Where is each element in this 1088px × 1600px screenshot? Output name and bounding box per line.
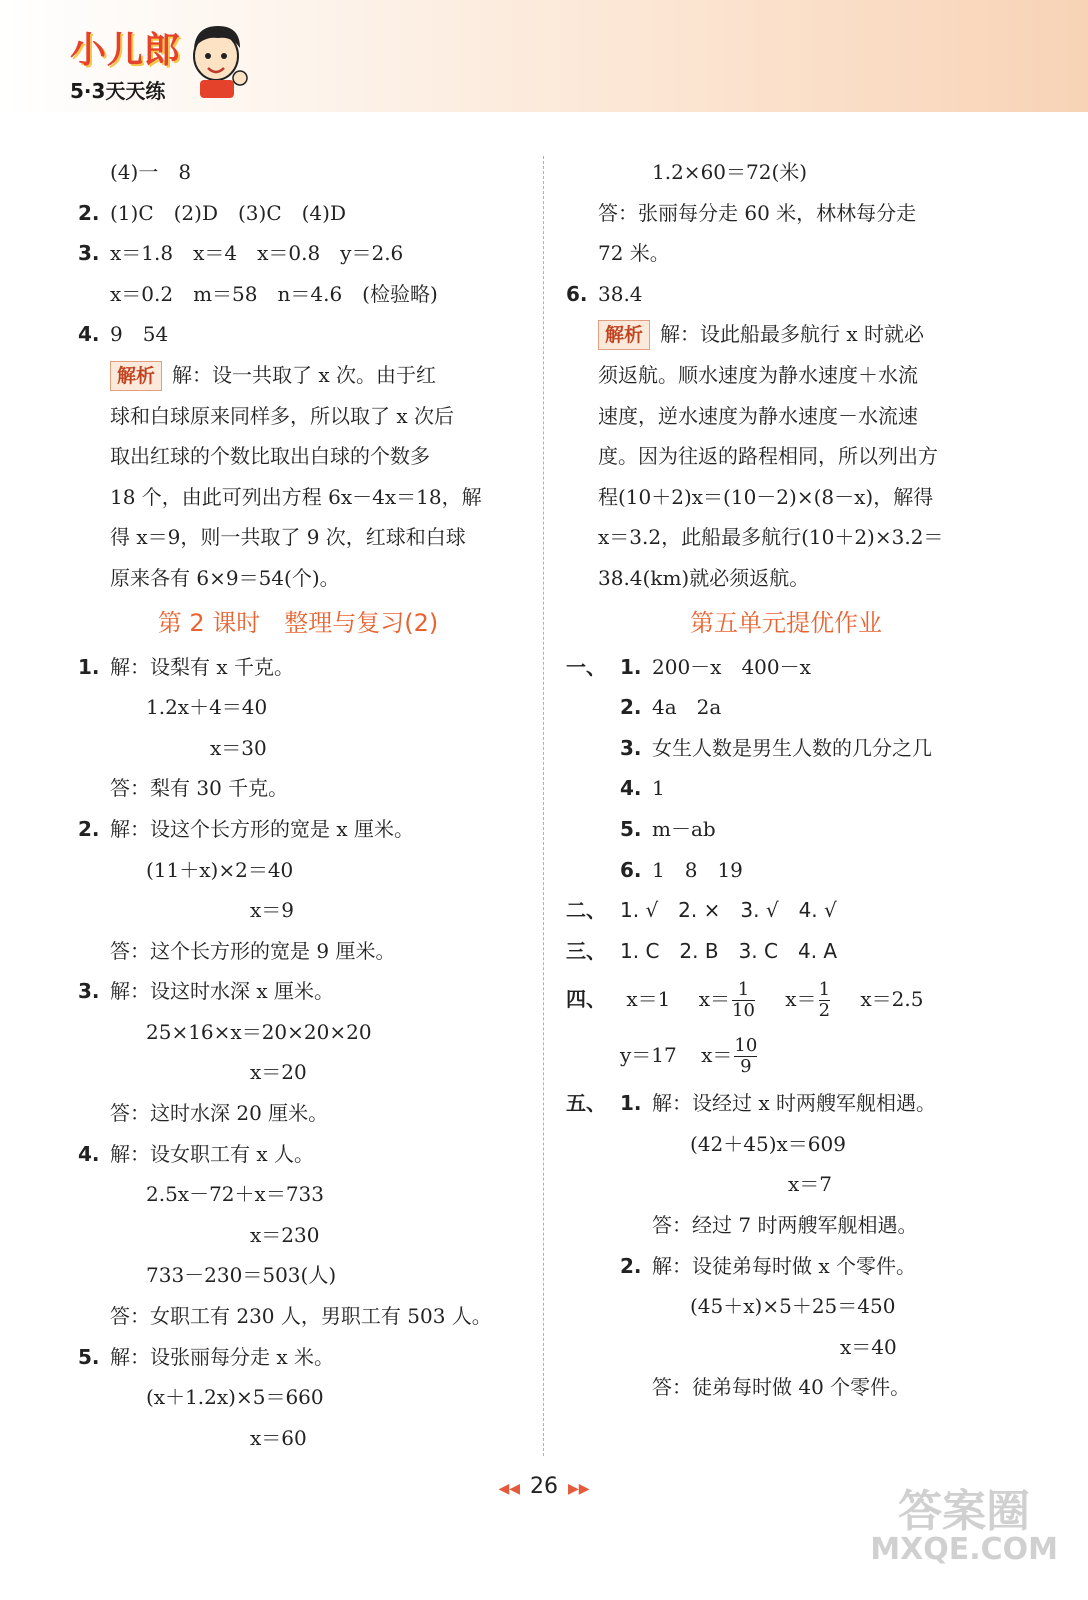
fraction: $\frac{1}{10}$ bbox=[732, 979, 755, 1022]
analysis-line: 速度，逆水速度为静水速度－水流速 bbox=[598, 403, 918, 428]
page-number: 26 bbox=[530, 1474, 558, 1499]
answer-line: 答：这时水深 20 厘米。 bbox=[110, 1101, 329, 1126]
question-6: 6. 38.4 bbox=[566, 281, 643, 306]
analysis-line: 原来各有 6×9＝54(个)。 bbox=[110, 565, 340, 590]
equation-line: 1.2x＋4＝40 bbox=[146, 695, 268, 720]
analysis-line: 解析 解：设一共取了 x 次。由于红 bbox=[78, 355, 518, 396]
analysis-line: 度。因为往返的路程相同，所以列出方 bbox=[598, 444, 938, 469]
part-1-item: 一、 1. 200－x 400－x bbox=[566, 654, 811, 679]
question-3: 3. x＝1.8 x＝4 x＝0.8 y＝2.6 bbox=[78, 241, 404, 266]
answer-line: 答：梨有 30 千克。 bbox=[110, 776, 289, 801]
answer-line: 答：经过 7 时两艘军舰相遇。 bbox=[652, 1213, 918, 1238]
left-column bbox=[78, 152, 518, 1458]
watermark: 答案圈 MXQE.COM bbox=[870, 1486, 1058, 1567]
analysis-line: 得 x＝9，则一共取了 9 次，红球和白球 bbox=[110, 525, 466, 550]
part-5-problem-2: 2. 解：设徒弟每时做 x 个零件。 bbox=[620, 1253, 916, 1278]
equation-line: (42＋45)x＝609 bbox=[690, 1131, 846, 1156]
equation-line: x＝7 bbox=[788, 1172, 833, 1197]
answer-line: 答：张丽每分走 60 米，林林每分走 bbox=[598, 200, 917, 225]
analysis-line: 38.4(km)就必须返航。 bbox=[598, 565, 810, 590]
analysis-line: 解析 解：设此船最多航行 x 时就必 bbox=[566, 314, 1006, 355]
question-2: 2. (1)C (2)D (3)C (4)D bbox=[78, 200, 346, 225]
equation-line: (45＋x)×5＋25＝450 bbox=[690, 1294, 896, 1319]
part-4: 四、 x＝1 x＝ $\frac{1}{10}$ x＝ $\frac{1}{2}$ x＝2.5 bbox=[566, 979, 924, 1022]
brand-logo bbox=[70, 22, 181, 104]
answer-line: 答：这个长方形的宽是 9 厘米。 bbox=[110, 938, 396, 963]
answer-line: (4)一 8 bbox=[110, 160, 192, 184]
prev-arrows-icon: ◀◀ bbox=[498, 1481, 520, 1497]
equation-line: x＝30 bbox=[210, 735, 267, 760]
problem-3: 3. 解：设这时水深 x 厘米。 bbox=[78, 979, 334, 1004]
analysis-line: 程(10＋2)x＝(10－2)×(8－x)，解得 bbox=[598, 484, 934, 509]
answer-line: 答：女职工有 230 人，男职工有 503 人。 bbox=[110, 1304, 492, 1329]
series-name: 5·3天天练 bbox=[70, 79, 166, 103]
equation-line: x＝230 bbox=[250, 1222, 320, 1247]
part-1-item: 3. 女生人数是男生人数的几分之几 bbox=[620, 735, 932, 760]
mascot-icon bbox=[186, 18, 250, 102]
analysis-tag: 解析 bbox=[110, 361, 162, 391]
equation-line: (x＋1.2x)×5＝660 bbox=[146, 1385, 324, 1410]
problem-1: 1. 解：设梨有 x 千克。 bbox=[78, 654, 294, 679]
right-column bbox=[566, 152, 1006, 1408]
part-4-line-2: y＝17 x＝ $\frac{10}{9}$ bbox=[620, 1035, 758, 1078]
answer-line: 答：徒弟每时做 40 个零件。 bbox=[652, 1375, 911, 1400]
equation-line: x＝9 bbox=[250, 898, 295, 923]
fraction: $\frac{1}{2}$ bbox=[818, 979, 831, 1022]
problem-2: 2. 解：设这个长方形的宽是 x 厘米。 bbox=[78, 816, 414, 841]
section-title: 第 2 课时 整理与复习(2) bbox=[157, 608, 439, 637]
column-divider bbox=[543, 156, 544, 1456]
part-2: 二、 1. √ 2. × 3. √ 4. √ bbox=[566, 898, 837, 923]
part-1-item: 6. 1 8 19 bbox=[620, 857, 743, 882]
analysis-line: 球和白球原来同样多，所以取了 x 次后 bbox=[110, 403, 454, 428]
part-3: 三、 1. C 2. B 3. C 4. A bbox=[566, 938, 838, 963]
part-1-item: 5. m－ab bbox=[620, 816, 716, 841]
part-5-problem-1: 五、 1. 解：设经过 x 时两艘军舰相遇。 bbox=[566, 1091, 936, 1116]
analysis-line: 18 个，由此可列出方程 6x－4x＝18，解 bbox=[110, 484, 482, 509]
section-title: 第五单元提优作业 bbox=[690, 608, 882, 637]
fraction: $\frac{10}{9}$ bbox=[734, 1035, 758, 1078]
equation-line: x＝20 bbox=[250, 1060, 307, 1085]
equation-line: 25×16×x＝20×20×20 bbox=[146, 1019, 372, 1044]
next-arrows-icon: ▶▶ bbox=[568, 1481, 590, 1497]
equation-line: (11＋x)×2＝40 bbox=[146, 857, 294, 882]
answer-line: x＝0.2 m＝58 n＝4.6 (检验略) bbox=[110, 281, 438, 306]
brand-name: 小儿郎 bbox=[70, 30, 182, 71]
analysis-line: 取出红球的个数比取出白球的个数多 bbox=[110, 444, 430, 469]
problem-5: 5. 解：设张丽每分走 x 米。 bbox=[78, 1344, 334, 1369]
answer-line: 72 米。 bbox=[598, 241, 670, 266]
problem-4: 4. 解：设女职工有 x 人。 bbox=[78, 1141, 314, 1166]
analysis-line: x＝3.2，此船最多航行(10＋2)×3.2＝ bbox=[598, 525, 944, 550]
equation-line: 733－230＝503(人) bbox=[146, 1263, 337, 1288]
equation-line: x＝40 bbox=[840, 1334, 897, 1359]
analysis-line: 须返航。顺水速度为静水速度＋水流 bbox=[598, 362, 918, 387]
equation-line: x＝60 bbox=[250, 1425, 307, 1450]
question-4: 4. 9 54 bbox=[78, 322, 169, 347]
equation-line: 2.5x－72＋x＝733 bbox=[146, 1182, 324, 1207]
analysis-tag: 解析 bbox=[598, 320, 650, 350]
equation-line: 1.2×60＝72(米) bbox=[652, 160, 808, 184]
part-1-item: 4. 1 bbox=[620, 776, 665, 801]
part-1-item: 2. 4a 2a bbox=[620, 695, 722, 720]
